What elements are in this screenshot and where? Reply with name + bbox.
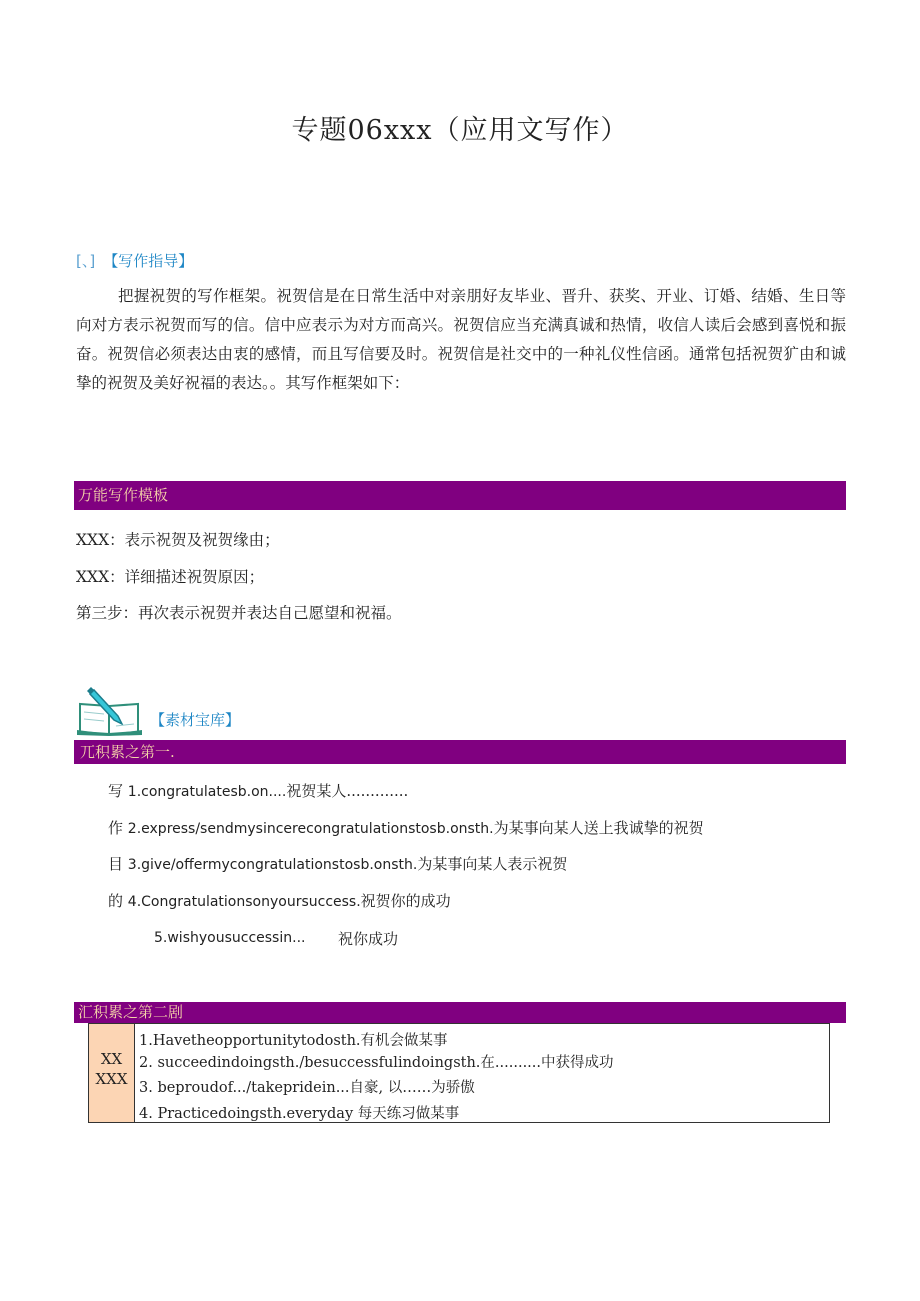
phrase-item — [108, 817, 704, 838]
phrase-zh: 祝贺你的成功 — [360, 892, 451, 910]
table-row-zh: 在..........中获得成功 — [480, 1055, 614, 1071]
phrase-en: 4.Congratulationsonyoursuccess. — [127, 894, 361, 910]
guide-heading — [76, 250, 193, 271]
phrase-en: 1.congratulatesb.on.... — [127, 784, 287, 800]
phrase-table — [88, 1023, 830, 1123]
table-row-en: 3. beproudof.../takepridein... — [139, 1080, 350, 1096]
phrase-en: 2.express/sendmysincerecongratulationstosb.onsth. — [127, 821, 494, 837]
page-title: 专题06xxx（应用文写作） — [291, 115, 629, 146]
guide-bracket: [、] — [76, 252, 96, 270]
phrase-item — [108, 780, 408, 801]
phrase-zh: 为某事向某人表示祝贺 — [417, 855, 568, 873]
material-heading: 【素材宝库】 — [150, 711, 241, 729]
table-row — [139, 1102, 459, 1123]
table-row-en: 1.Havetheopportunitytodosth. — [139, 1033, 361, 1049]
table-row-zh: 自豪, 以……为骄傲 — [349, 1080, 475, 1096]
phrase-en: 3.give/offermycongratulationstosb.onsth. — [127, 857, 418, 873]
phrase-item — [154, 928, 305, 946]
phrase-item — [108, 890, 451, 911]
table-row — [139, 1029, 448, 1050]
template-section-bar: 万能写作模板 — [74, 481, 846, 510]
guide-heading-label: 【写作指导】 — [103, 252, 194, 270]
phrase-prefix: 目 — [108, 855, 124, 873]
table-row-zh: 每天练习做某事 — [357, 1106, 460, 1122]
guide-paragraph: 把握祝贺的写作框架。祝贺信是在日常生活中对亲朋好友毕业、晋升、获奖、开业、订婚、结婚、生日等向对方表示祝贺而写的信。信中应表示为对方而高兴。祝贺信应当充满真诚和热情，收信人读后会感到喜悦和振奋。祝贺信必须表达由衷的感情，而且写信要及时。祝贺信是社交中的一种礼仪性信函。通常包括祝贺犷由和诚挚的祝贺及美好祝福的表达。。其写作框架如下： — [76, 287, 846, 392]
table-row-zh: 有机会做某事 — [360, 1033, 448, 1049]
phrase-prefix: 作 — [108, 819, 124, 837]
phrase-zh: 祝贺某人............. — [286, 782, 409, 800]
table-left-label: XX — [100, 1050, 123, 1068]
book-pencil-icon — [76, 682, 146, 736]
phrase-zh: 祝你成功 — [338, 930, 399, 948]
table-row — [139, 1051, 614, 1072]
table-row-en: 4. Practicedoingsth.everyday — [139, 1106, 354, 1122]
phrase-prefix: 的 — [108, 892, 124, 910]
table-row-en: 2. succeedindoingsth./besuccessfulindoingsth. — [139, 1055, 481, 1071]
phrase-item — [108, 853, 567, 874]
phrase-en: 5.wishyousuccessin... — [154, 930, 306, 946]
material-section-bar-1: 兀积累之第一. — [74, 740, 846, 764]
table-left-cell — [89, 1024, 135, 1122]
template-line: XXX：表示祝贺及祝贺缘由； — [76, 531, 280, 549]
phrase-zh: 为某事向某人送上我诚挚的祝贺 — [493, 819, 704, 837]
template-line: 第三步：再次表示祝贺并表达自己愿望和祝福。 — [76, 604, 402, 622]
table-row — [139, 1076, 475, 1097]
table-left-label: XXX — [95, 1070, 128, 1088]
material-section-bar-2: 汇积累之第二剧 — [74, 1002, 846, 1023]
template-line: XXX：详细描述祝贺原因； — [76, 568, 265, 586]
phrase-prefix: 写 — [108, 782, 124, 800]
